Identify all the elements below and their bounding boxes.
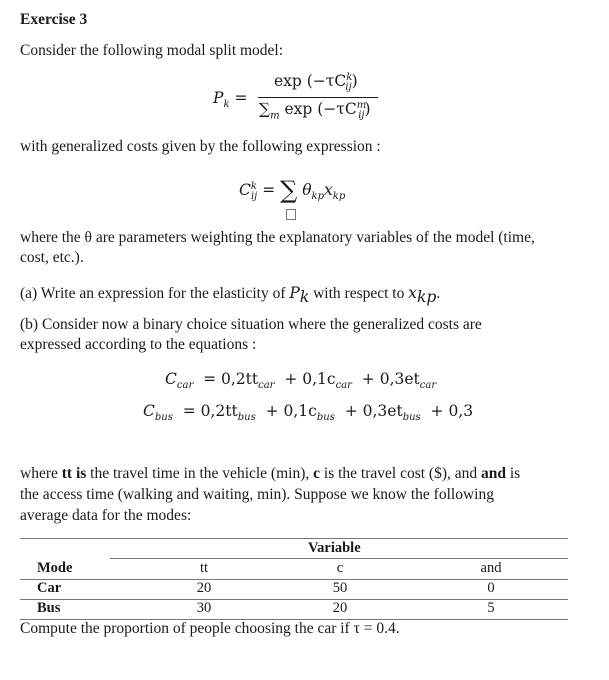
table-cell-tt: 20 [196, 580, 212, 596]
part-b-line1: (b) Consider now a binary choice situation where the generalized costs are [20, 316, 482, 333]
variables-description-line1: where tt is the travel time in the vehicle (min), c is the travel cost ($), and and is [20, 465, 521, 482]
generalized-cost-equation: $C^k_{ij}$ = ∑ $\theta_{kp}x_{kp}$ [239, 176, 346, 204]
table-header-and: and [480, 560, 502, 576]
eq1-fraction-bar [258, 97, 378, 98]
table-group-rule [110, 558, 568, 559]
table-cell-tt: 30 [196, 600, 212, 616]
eq1-denominator: $\sum_m$ $\exp (-\tau C^m_{ij})$ [259, 100, 371, 122]
theta-description-line1: where the θ are parameters weighting the explanatory variables of the model (time, [20, 229, 535, 246]
table-cell-and: 5 [487, 600, 495, 616]
part-b-line2: expressed according to the equations : [20, 336, 257, 353]
eq2-sum-symbol: ∑ [280, 176, 298, 204]
table-cell-c: 50 [332, 580, 348, 596]
table-header-tt: tt [199, 560, 209, 576]
table-group-header: Variable [308, 540, 361, 556]
eq1-lhs: P [213, 89, 224, 107]
car-cost-equation: $C_{car} = 0,2tt_{car} + 0,1c_{car} + 0,3et_{car}$ [165, 370, 437, 392]
table-header-mode: Mode [37, 560, 73, 576]
exercise-heading: Exercise 3 [20, 11, 88, 28]
question-text: Compute the proportion of people choosing the car if τ = 0.4. [20, 620, 400, 637]
table-cell-mode: Bus [37, 600, 61, 616]
costs-intro-text: with generalized costs given by the following expression : [20, 138, 381, 155]
table-header-c: c [336, 560, 344, 576]
table-cell-mode: Car [37, 580, 62, 596]
table-top-rule [20, 538, 568, 539]
bus-cost-equation: $C_{bus} = 0,2tt_{bus} + 0,1c_{bus} + 0,3et_{bus} + 0,3$ [143, 402, 474, 424]
eq1-numerator: $\exp (-\tau C^k_{ij})$ [274, 72, 358, 94]
table-cell-and: 0 [487, 580, 495, 596]
eq1-lhs-sub: k [223, 99, 230, 111]
placeholder-box-icon [286, 205, 296, 223]
theta-description-line2: cost, etc.). [20, 249, 84, 266]
variables-description-line3: average data for the modes: [20, 507, 192, 524]
intro-text: Consider the following modal split model: [20, 42, 284, 59]
table-cell-c: 20 [332, 600, 348, 616]
variables-description-line2: the access time (walking and waiting, min). Suppose we know the following [20, 486, 494, 503]
part-a-text: (a) Write an expression for the elasticity of $P_k$ with respect to $x_{kp}$. [20, 284, 441, 307]
